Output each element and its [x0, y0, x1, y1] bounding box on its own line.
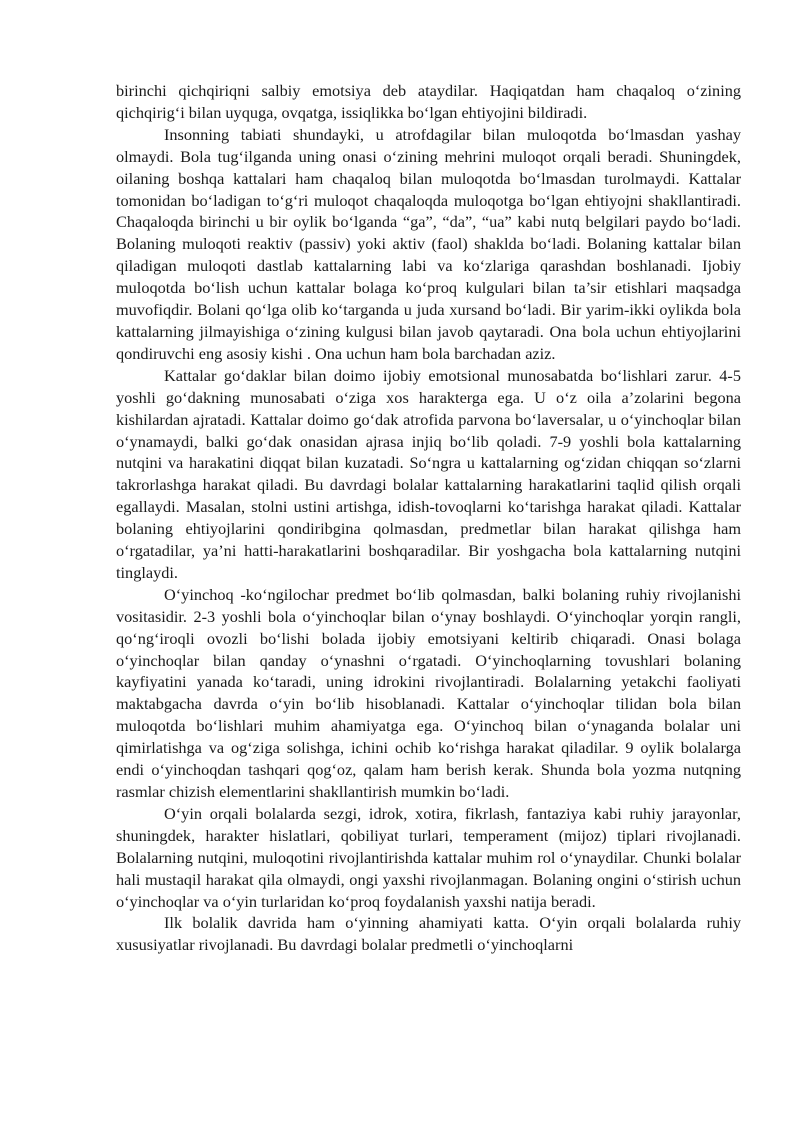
paragraph-3: Kattalar go‘daklar bilan doimo ijobiy emotsional munosabatda bo‘lishlari zarur. 4-5 yoshli go‘dakning munosabati o‘ziga xos harakterga ega. U o‘z oila a’zolarini begona kishilardan ajratadi. Kattalar doimo go‘dak atrofida parvona bo‘laversalar, u o‘yinchoqlar bilan o‘ynamaydi, balki go‘dak onasidan ajrasa injiq bo‘lib qoladi. 7-9 yoshli bola kattalarning nutqini va harakatini diqqat bilan kuzatadi. So‘ngra u kattalarning og‘zidan chiqqan so‘zlarni takrorlashga harakat qiladi. Bu davrdagi bolalar kattalarning harakatlarini taqlid qilish orqali egallaydi. Masalan, stolni ustini artishga, idish-tovoqlarni ko‘tarishga harakat qiladi. Kattalar bolaning ehtiyojlarini qondiribgina qolmasdan, predmetlar bilan harakat qilishga ham o‘rgatadilar, ya’ni hatti-harakatlarini boshqaradilar. Bir yoshgacha bola kattalarning nutqini tinglaydi. [116, 365, 741, 582]
paragraph-6: Ilk bolalik davrida ham o‘yinning ahamiyati katta. O‘yin orqali bolalarda ruhiy xususiyatlar rivojlanadi. Bu davrdagi bolalar predmetli o‘yinchoqlarni [116, 913, 741, 955]
paragraph-1: birinchi qichqiriqni salbiy emotsiya deb ataydilar. Haqiqatdan ham chaqaloq o‘zining qichqirig‘i bilan uyquga, ovqatga, issiqlikka bo‘lgan ehtiyojini bildiradi. [116, 81, 741, 122]
paragraph-2: Insonning tabiati shundayki, u atrofdagilar bilan muloqotda bo‘lmasdan yashay olmaydi. Bola tug‘ilganda uning onasi o‘zining mehrini muloqot orqali beradi. Shuningdek, oilaning boshqa kattalari ham chaqaloq bilan muloqotda bo‘lmasdan turolmaydi. Kattalar tomonidan bo‘ladigan to‘g‘ri muloqot chaqaloqda muloqotga bo‘lgan ehtiyojni shakllantiradi. Chaqaloqda birinchi u bir oylik bo‘lganda “ga”, “da”, “ua” kabi nutq belgilari paydo bo‘ladi. Bolaning muloqoti reaktiv (passiv) yoki aktiv (faol) shaklda bo‘ladi. Bolaning kattalar bilan qiladigan muloqoti dastlab kattalarning labi va ko‘zlariga qarashdan boshlanadi. Ijobiy muloqotda bo‘lish uchun kattalar bolaga ko‘proq kulgulari bilan ta’sir etishlari maqsadga muvofiqdir. Bolani qo‘lga olib ko‘targanda u juda xursand bo‘ladi. Bir yarim-ikki oylikda bola kattalarning jilmayishiga o‘zining kulgusi bilan javob qaytaradi. Ona bola uchun ehtiyojlarini qondiruvchi eng asosiy kishi . Ona uchun ham bola barchadan aziz. [116, 124, 741, 363]
document-page [116, 80, 741, 956]
paragraph-4: O‘yinchoq -ko‘ngilochar predmet bo‘lib qolmasdan, balki bolaning ruhiy rivojlanishi vositasidir. 2-3 yoshli bola o‘yinchoqlar bilan o‘ynay boshlaydi. O‘yinchoqlar yorqin rangli, qo‘ng‘iroqli ovozli bo‘lishi bolada ijobiy emotsiyani keltirib chiqaradi. Onasi bolaga o‘yinchoqlar bilan qanday o‘ynashni o‘rgatadi. O‘yinchoqlarning tovushlari bolaning kayfiyatini yanada ko‘taradi, uning idrokini rivojlantiradi. Bolalarning yetakchi faoliyati maktabgacha davrda o‘yin bo‘lib hisoblanadi. Kattalar o‘yinchoqlar tilidan bola bilan muloqotda bo‘lishlari muhim ahamiyatga ega. O‘yinchoq bilan o‘ynaganda bolalar uni qimirlatishga va og‘ziga solishga, ichini ochib ko‘rishga harakat qiladilar. 9 oylik bolalarga endi o‘yinchoqdan tashqari qog‘oz, qalam ham berish kerak. Shunda bola yozma nutqning rasmlar chizish elementlarini shakllantirish mumkin bo‘ladi. [116, 584, 741, 801]
paragraph-5: O‘yin orqali bolalarda sezgi, idrok, xotira, fikrlash, fantaziya kabi ruhiy jarayonlar, shuningdek, harakter hislatlari, qobiliyat turlari, temperament (mijoz) tiplari rivojlanadi. Bolalarning nutqini, muloqotini rivojlantirishda kattalar muhim rol o‘ynaydilar. Chunki bolalar hali mustaqil harakat qila olmaydi, ongi yaxshi rivojlanmagan. Bolaning ongini o‘stirish uchun o‘yinchoqlar va o‘yin turlaridan ko‘proq foydalanish yaxshi natija beradi. [116, 803, 741, 911]
